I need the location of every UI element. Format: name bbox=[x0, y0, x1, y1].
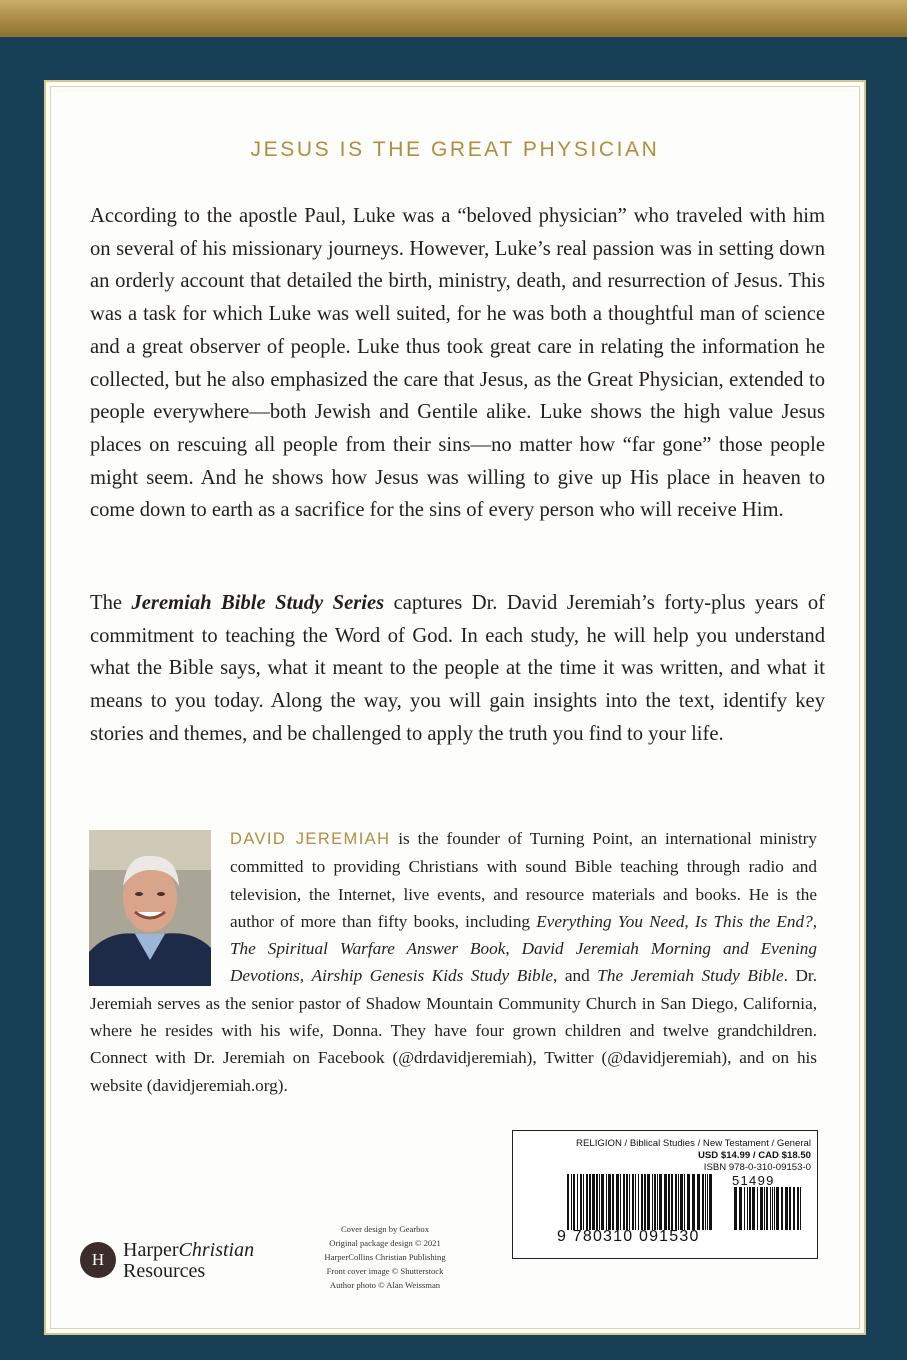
barcode-bar bbox=[747, 1187, 748, 1230]
barcode-bar bbox=[580, 1174, 582, 1230]
barcode-bar bbox=[749, 1187, 751, 1230]
barcode-bar bbox=[657, 1174, 658, 1230]
barcode-bar bbox=[709, 1174, 712, 1230]
series-rest: captures Dr. David Jeremiah’s forty-plus years of commitment to teaching the Word of God. In each study, he will help you understand what the Bible says, what it meant to the people at the time it was written, and what it means to you today. Along the way, you will gain insights into the text, identify key stories and themes, and be challenged to apply the truth you find to your life. bbox=[90, 592, 826, 745]
barcode-bar bbox=[774, 1187, 775, 1230]
barcode-bar bbox=[705, 1174, 706, 1230]
barcode-bar bbox=[781, 1187, 783, 1230]
book-title: Is This the End? bbox=[694, 911, 813, 931]
book-title: The Jeremiah Study Bible bbox=[597, 966, 784, 986]
barcode-bar bbox=[675, 1174, 677, 1230]
book-title: Airship Genesis Kids Study Bible bbox=[311, 966, 553, 986]
publisher-logo bbox=[80, 1240, 290, 1284]
publisher-name-italic: Christian bbox=[178, 1239, 255, 1261]
barcode-bar bbox=[571, 1174, 572, 1230]
book-title: The Spiritual Warfare Answer Book bbox=[230, 939, 506, 959]
credit-line: Author photo © Alan Weissman bbox=[329, 1280, 441, 1291]
publisher-name-line2: Resources bbox=[123, 1260, 206, 1282]
barcode-bar bbox=[702, 1174, 704, 1230]
price-addon-barcode bbox=[734, 1187, 802, 1230]
barcode-bar bbox=[644, 1174, 646, 1230]
barcode-bar bbox=[789, 1187, 791, 1230]
publisher-name-part: Harper bbox=[123, 1239, 179, 1261]
barcode-bar bbox=[772, 1187, 773, 1230]
barcode-bar bbox=[776, 1187, 779, 1230]
separator: , bbox=[299, 966, 312, 986]
barcode-bar bbox=[697, 1174, 700, 1230]
barcode-bar bbox=[680, 1174, 683, 1230]
barcode-bar bbox=[641, 1174, 643, 1230]
ean-barcode bbox=[567, 1174, 715, 1230]
barcode-bar bbox=[664, 1174, 667, 1230]
barcode-bar bbox=[620, 1174, 621, 1230]
barcode-bar bbox=[626, 1174, 628, 1230]
barcode-bar bbox=[583, 1174, 584, 1230]
barcode-bar bbox=[785, 1187, 788, 1230]
publisher-name bbox=[123, 1240, 254, 1282]
barcode-bar bbox=[793, 1187, 795, 1230]
back-cover-panel bbox=[44, 80, 866, 1335]
separator: , bbox=[505, 939, 522, 959]
barcode-bar bbox=[744, 1187, 745, 1230]
barcode-bar bbox=[734, 1187, 737, 1230]
barcode-bar bbox=[567, 1174, 569, 1230]
barcode-bar bbox=[623, 1174, 625, 1230]
price-label: USD $14.99 / CAD $18.50 bbox=[697, 1150, 811, 1161]
barcode-bar bbox=[659, 1174, 662, 1230]
credit-line: Front cover image © Shutterstock bbox=[326, 1266, 444, 1277]
barcode-bar bbox=[800, 1187, 801, 1230]
barcode-bar bbox=[589, 1174, 591, 1230]
barcode-bar bbox=[586, 1174, 588, 1230]
barcode-bar bbox=[757, 1187, 758, 1230]
bisac-category: RELIGION / Biblical Studies / New Testament / General bbox=[576, 1138, 811, 1149]
barcode-bar bbox=[599, 1174, 600, 1230]
barcode-bar bbox=[692, 1174, 695, 1230]
barcode-bar bbox=[592, 1174, 595, 1230]
isbn-label: ISBN 978-0-310-09153-0 bbox=[703, 1162, 811, 1173]
barcode-bar bbox=[739, 1187, 742, 1230]
author-name: DAVID JEREMIAH bbox=[230, 830, 391, 848]
publisher-logo-icon: H bbox=[80, 1242, 116, 1278]
book-title: Everything You Need bbox=[536, 911, 685, 931]
barcode-bar bbox=[638, 1174, 639, 1230]
barcode-bar bbox=[647, 1174, 650, 1230]
barcode-bar bbox=[654, 1174, 656, 1230]
credit-line: Original package design © 2021 bbox=[329, 1238, 441, 1249]
series-paragraph bbox=[90, 587, 825, 751]
barcode-bar bbox=[684, 1174, 685, 1230]
barcode-bar bbox=[671, 1174, 673, 1230]
top-gold-band bbox=[0, 0, 907, 37]
barcode-bar bbox=[764, 1187, 765, 1230]
author-bio bbox=[90, 825, 817, 1099]
barcode-bar bbox=[608, 1174, 611, 1230]
series-title: Jeremiah Bible Study Series bbox=[131, 592, 385, 614]
credit-line: HarperCollins Christian Publishing bbox=[324, 1252, 446, 1263]
barcode-bar bbox=[573, 1174, 575, 1230]
barcode-bar bbox=[766, 1187, 768, 1230]
barcode-bar bbox=[678, 1174, 679, 1230]
addon-digits: 51499 bbox=[732, 1173, 775, 1188]
credit-line: Cover design by Gearbox bbox=[340, 1224, 430, 1234]
series-lead: The bbox=[90, 592, 132, 614]
separator: , bbox=[812, 911, 817, 931]
barcode-bar bbox=[632, 1174, 634, 1230]
barcode-bar bbox=[652, 1174, 653, 1230]
barcode-digits: 9 780310 091530 bbox=[557, 1228, 700, 1245]
barcode-bar bbox=[596, 1174, 598, 1230]
barcode-block bbox=[512, 1130, 818, 1259]
barcode-bar bbox=[668, 1174, 670, 1230]
separator: , bbox=[684, 911, 695, 931]
barcode-bar bbox=[577, 1174, 578, 1230]
barcode-bar bbox=[752, 1187, 755, 1230]
barcode-bar bbox=[707, 1174, 708, 1230]
barcode-bar bbox=[760, 1187, 763, 1230]
barcode-bar bbox=[612, 1174, 614, 1230]
photo-spacer bbox=[90, 825, 230, 989]
barcode-bar bbox=[616, 1174, 619, 1230]
cover-heading: JESUS IS THE GREAT PHYSICIAN bbox=[250, 138, 660, 161]
cover-credits bbox=[300, 1222, 470, 1292]
barcode-bar bbox=[770, 1187, 771, 1230]
barcode-bar bbox=[606, 1174, 607, 1230]
bio-text-2: . Dr. Jeremiah serves as the senior pastor of Shadow Mountain Community Church in San Diego, California, where he resides with his wife, Donna. They have four grown children and twelve grandchildren. Connect with Dr. Jeremiah on Facebook (@drdavidjeremiah), Twitter (@davidjeremiah), and on his website (davidjeremiah.org). bbox=[90, 966, 817, 1095]
bio-text-1: is the founder of Turning Point, an international ministry committed to providing Christians with sound Bible teaching through radio and television, the Internet, live events, and resource materials and books. He is the author of more than fifty books, including bbox=[230, 829, 817, 931]
barcode-bar bbox=[797, 1187, 799, 1230]
description-paragraph: According to the apostle Paul, Luke was a “beloved physician” who traveled with him on several of his missionary journeys. However, Luke’s real passion was in setting down an orderly account that detailed the birth, ministry, death, and resurrection of Jesus. This was a task for which Luke was well suited, for he was both a thoughtful man of science and a great observer of people. Luke thus took great care in relating the information he collected, but he also emphasized the care that Jesus, as the Great Physician, extended to people everywhere—both Jewish and Gentile alike. Luke shows the high value Jesus places on rescuing all people from their sins—no matter how “far gone” those people might seem. And he shows how Jesus was willing to give up His place in heaven to come down to earth as a sacrifice for the sins of every person who will receive Him. bbox=[90, 205, 825, 522]
barcode-bar bbox=[601, 1174, 604, 1230]
barcode-bar bbox=[629, 1174, 630, 1230]
book-title: David Jeremiah Morning and Evening Devotions bbox=[230, 939, 817, 986]
barcode-bar bbox=[635, 1174, 636, 1230]
separator: , and bbox=[552, 966, 598, 986]
barcode-bar bbox=[687, 1174, 690, 1230]
